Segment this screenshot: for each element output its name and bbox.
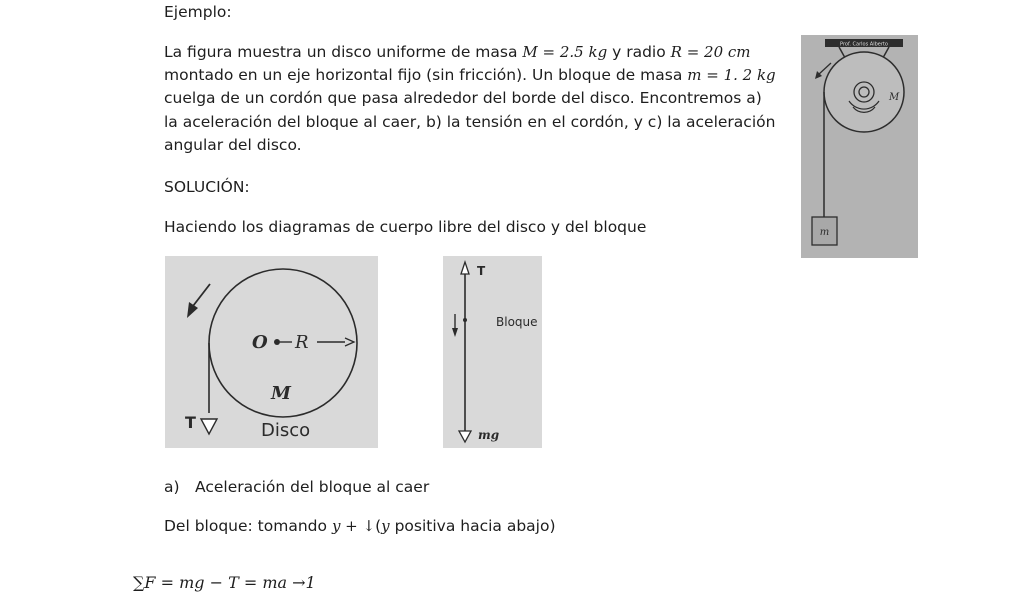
disk-center-dot (274, 339, 280, 345)
tension-label: T (185, 413, 196, 432)
problem-line-4: la aceleración del bloque al caer, b) la tensión en el cordón, y c) la aceleración (164, 112, 776, 131)
problem-line-5: angular del disco. (164, 135, 302, 154)
problem-text: La figura muestra un disco uniforme de masa (164, 43, 518, 61)
block-mass-value: m = 1. 2 kg (687, 66, 776, 85)
disk-fbd-figure (165, 256, 378, 448)
block-label: Bloque (496, 315, 538, 329)
disk-mass-label: M (889, 92, 900, 103)
pulley-figure (801, 35, 918, 258)
axis-direction: y + ↓ (331, 517, 376, 535)
disk-caption: Disco (261, 420, 311, 441)
paren-open: ( (375, 517, 382, 535)
problem-paragraph (164, 41, 786, 157)
example-heading: Ejemplo: (164, 3, 232, 21)
disk-radius-value: R = 20 cm (670, 43, 751, 61)
block-axis-line (164, 515, 556, 538)
radius-label: R (295, 332, 309, 353)
block-axis-text: Del bloque: tomando (164, 517, 327, 535)
block-axis-note: positiva hacia abajo) (389, 517, 556, 535)
block-mass-label: m (819, 227, 830, 238)
problem-line-2 (164, 64, 786, 87)
problem-text: montado en un eje horizontal fijo (sin fricción). Un bloque de masa (164, 66, 683, 85)
block-point (463, 318, 467, 322)
problem-line-1 (164, 41, 786, 64)
newton-equation: ∑F = mg − T = ma →1 (133, 573, 316, 592)
problem-text: y radio (612, 43, 666, 61)
axis-variable: y (381, 517, 390, 535)
problem-line-3: cuelga de un cordón que pasa alrededor del borde del disco. Encontremos a) (164, 89, 762, 108)
center-label: O (252, 332, 268, 353)
part-a-letter: a) (164, 478, 180, 496)
solution-label: SOLUCIÓN: (164, 178, 250, 196)
part-a-heading (164, 476, 430, 499)
banner-text: Prof. Carlos Alberto (840, 41, 888, 48)
block-fbd-figure (443, 256, 542, 448)
disk-mass-label: M (271, 383, 291, 404)
block-tension-label: T (477, 264, 486, 278)
part-a-title: Aceleración del bloque al caer (195, 478, 430, 496)
disk-mass-value: M = 2.5 kg (522, 43, 608, 61)
fbd-intro: Haciendo los diagramas de cuerpo libre del disco y del bloque (164, 218, 647, 236)
weight-label: mg (478, 428, 500, 442)
